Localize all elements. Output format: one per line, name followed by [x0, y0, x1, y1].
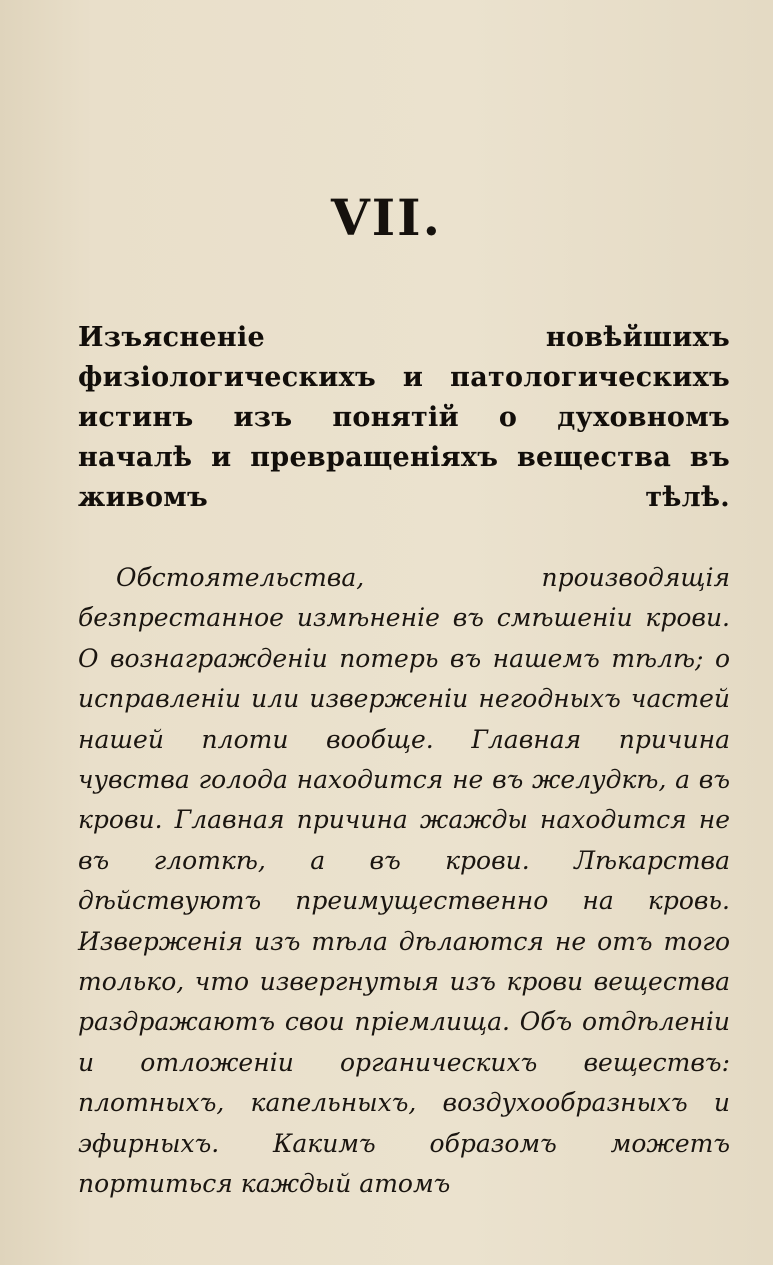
- chapter-title: Изъясненіе новѣйшихъ физіологическихъ и патологическихъ истинъ изъ понятій о духовномъ началѣ и превращеніяхъ вещества въ живомъ тѣлѣ.: [78, 322, 730, 513]
- body-paragraph: Обстоятельства, производящія безпрестанное измѣненіе въ смѣшеніи крови. О вознагражденіи потерь въ нашемъ тѣлѣ; о исправленіи или изверженіи негодныхъ частей нашей плоти вообще. Главная причина чувства голода находится не въ желудкѣ, а въ крови. Главная причина жажды находится не въ глоткѣ, а въ крови. Лѣкарства дѣйствуютъ преимущественно на кровь. Изверженія изъ тѣла дѣлаются не отъ того только, что извергнутыя изъ крови вещества раздражаютъ свои пріемлища. Объ отдѣленіи и отложеніи органическихъ веществъ: плотныхъ, капельныхъ, воздухообразныхъ и эфирныхъ. Какимъ образомъ можетъ портиться каждый атомъ: [78, 563, 730, 1199]
- chapter-number: VII.: [331, 188, 442, 247]
